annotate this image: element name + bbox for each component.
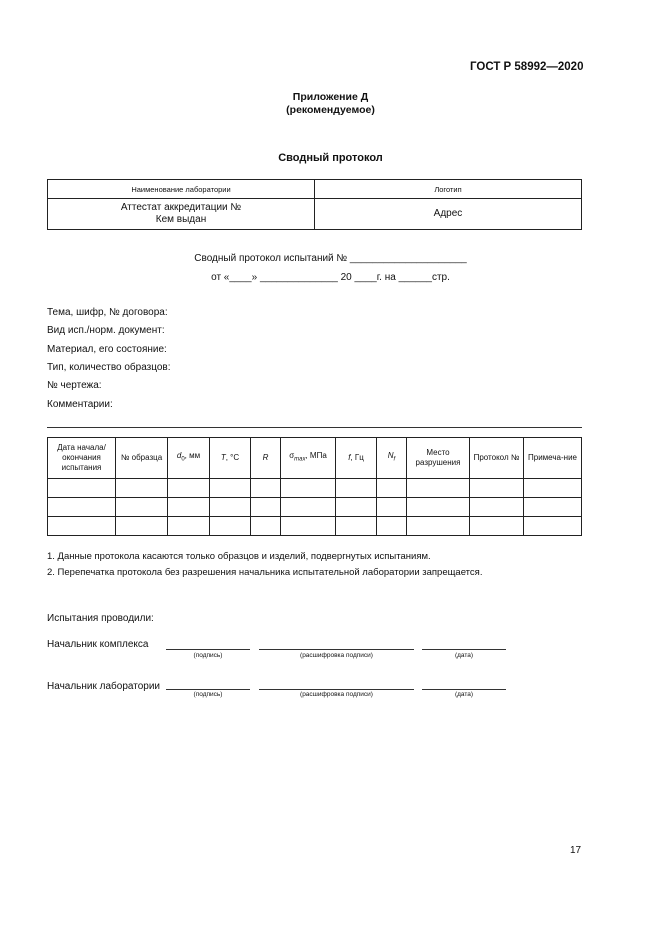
signature-name-caption: (расшифровка подписи): [300, 652, 373, 659]
signature-date-caption: (дата): [454, 652, 474, 659]
signature-name-line: [259, 649, 414, 650]
lab-name-cell: Наименование лаборатории: [48, 180, 315, 199]
table-header-row: [48, 438, 582, 479]
table-cell: [251, 517, 281, 536]
table-cell: [377, 498, 407, 517]
signatures-intro: Испытания проводили:: [47, 613, 154, 624]
col-nf: $N_f$: [377, 438, 407, 479]
issued-by-label: Кем выдан: [155, 214, 207, 225]
table-cell: [524, 498, 582, 517]
table-cell: [336, 498, 377, 517]
divider: [47, 427, 582, 428]
protocol-date-line: от «____» ______________ 20 ____г. на ______стр.: [211, 272, 450, 283]
col-protocol: Протокол №: [470, 438, 524, 479]
protocol-title: Сводный протокол: [278, 152, 383, 164]
col-sigma: $\sigma_{max}$, МПа: [281, 438, 336, 479]
table-cell: [281, 498, 336, 517]
col-note: Примеча-ние: [524, 438, 582, 479]
table-cell: [407, 479, 470, 498]
note-2: 2. Перепечатка протокола без разрешения начальника испытательной лаборатории запрещается.: [47, 567, 483, 578]
field-specimens: Тип, количество образцов:: [47, 362, 171, 373]
field-test-type: Вид исп./норм. документ:: [47, 325, 165, 336]
field-material: Материал, его состояние:: [47, 344, 167, 355]
logo-cell: Логотип: [315, 180, 582, 199]
table-cell: [336, 479, 377, 498]
address-cell: Адрес: [315, 199, 582, 230]
table-row: [48, 498, 582, 517]
table-row: [48, 517, 582, 536]
table-cell: [407, 517, 470, 536]
col-temperature: T, °С: [210, 438, 251, 479]
lab-header-table: [47, 179, 582, 230]
table-cell: [48, 498, 116, 517]
table-cell: [210, 517, 251, 536]
table-cell: [407, 498, 470, 517]
table-cell: [116, 517, 168, 536]
table-cell: [168, 498, 210, 517]
table-cell: [210, 498, 251, 517]
table-cell: [281, 517, 336, 536]
signature-caption: (подпись): [193, 652, 223, 659]
accreditation-cell: [48, 199, 315, 230]
col-date: Дата начала/ окончания испытания: [48, 438, 116, 479]
table-cell: [48, 479, 116, 498]
table-cell: [470, 517, 524, 536]
appendix-heading: [0, 91, 661, 117]
table-cell: [168, 479, 210, 498]
col-d0: $d_0$, мм: [168, 438, 210, 479]
col-failure-location: Место разрушения: [407, 438, 470, 479]
standard-number: ГОСТ Р 58992—2020: [470, 61, 584, 73]
field-drawing: № чертежа:: [47, 380, 102, 391]
signature-role-lab: Начальник лаборатории: [47, 681, 160, 692]
signature-caption: (подпись): [193, 691, 223, 698]
field-topic: Тема, шифр, № договора:: [47, 307, 168, 318]
table-cell: [281, 479, 336, 498]
table-cell: [251, 498, 281, 517]
table-row: [48, 479, 582, 498]
signature-role-complex: Начальник комплекса: [47, 639, 149, 650]
table-cell: [377, 479, 407, 498]
appendix-subtitle: (рекомендуемое): [286, 104, 375, 116]
field-comments: Комментарии:: [47, 399, 113, 410]
signature-name-caption: (расшифровка подписи): [300, 691, 373, 698]
table-cell: [524, 479, 582, 498]
appendix-title: Приложение Д: [292, 91, 369, 103]
signature-date-caption: (дата): [454, 691, 474, 698]
protocol-number-line: Сводный протокол испытаний № _____________________: [194, 253, 467, 264]
table-cell: [48, 517, 116, 536]
col-r: R: [251, 438, 281, 479]
table-cell: [336, 517, 377, 536]
accreditation-label: Аттестат аккредитации №: [120, 202, 242, 213]
signature-date-line: [422, 649, 506, 650]
signature-date-line: [422, 689, 506, 690]
table-cell: [116, 498, 168, 517]
table-cell: [377, 517, 407, 536]
signature-line: [166, 649, 250, 650]
signature-name-line: [259, 689, 414, 690]
page-number: 17: [570, 845, 582, 856]
table-cell: [524, 517, 582, 536]
table-cell: [470, 479, 524, 498]
table-body: [48, 479, 582, 536]
signature-line: [166, 689, 250, 690]
note-1: 1. Данные протокола касаются только образцов и изделий, подвергнутых испытаниям.: [47, 551, 431, 562]
table-cell: [251, 479, 281, 498]
table-cell: [470, 498, 524, 517]
table-cell: [168, 517, 210, 536]
col-specimen: № образца: [116, 438, 168, 479]
table-cell: [210, 479, 251, 498]
col-frequency: f, Гц: [336, 438, 377, 479]
results-table: [47, 437, 582, 536]
table-cell: [116, 479, 168, 498]
